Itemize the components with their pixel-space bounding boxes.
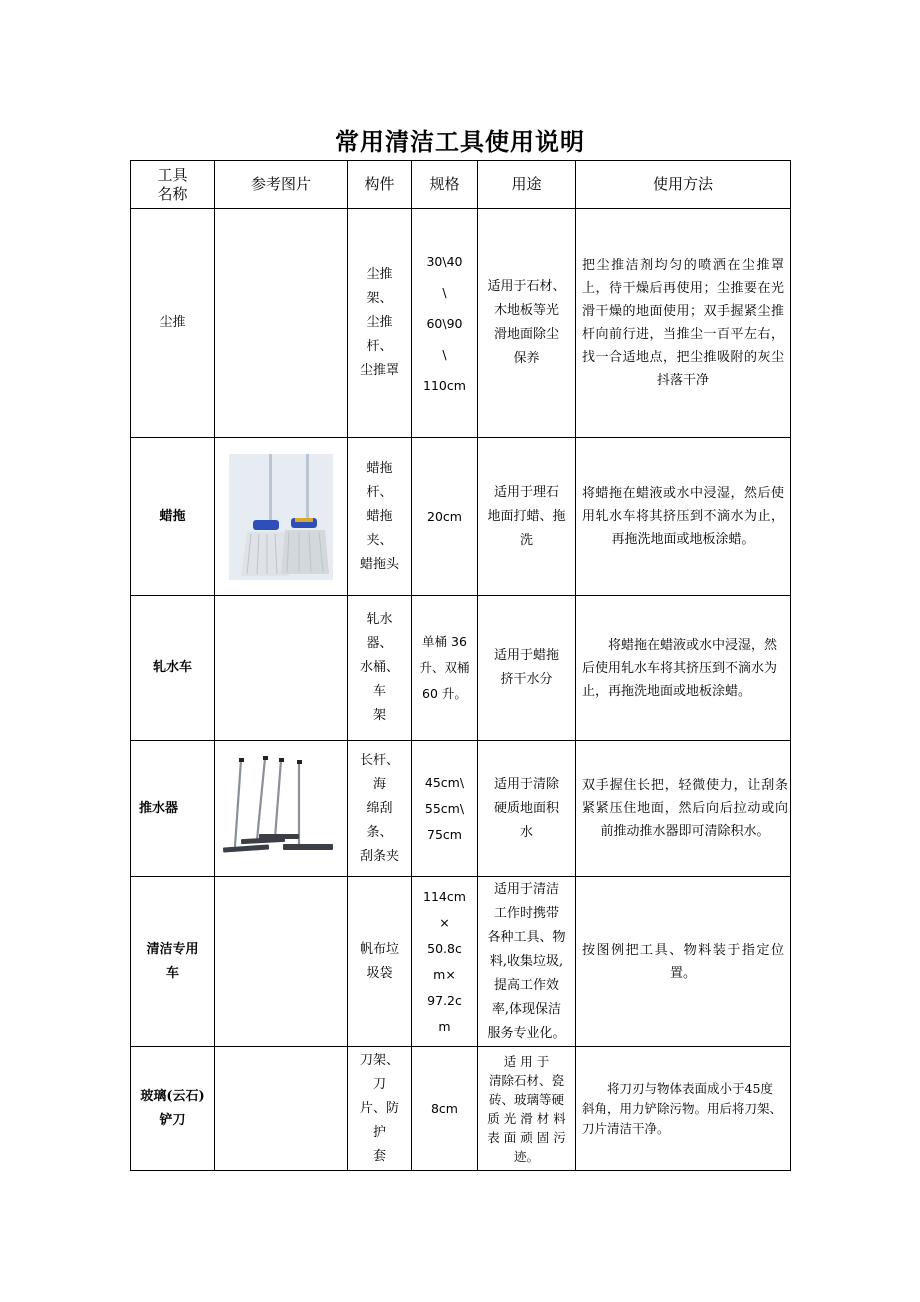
tool-parts: 轧水器、 水桶、车 架 xyxy=(348,596,412,741)
tool-method: 将蜡拖在蜡液或水中浸湿，然后使用轧水车将其挤压到不滴水为止，再拖洗地面或地板涂蜡。 xyxy=(576,596,791,741)
squeegee-image xyxy=(223,754,339,864)
tool-name: 玻璃(云石) 铲刀 xyxy=(131,1047,215,1171)
reference-image-cell xyxy=(215,596,348,741)
tool-name: 清洁专用 车 xyxy=(131,877,215,1047)
tool-usage: 适用于理石 地面打蜡、拖 洗 xyxy=(478,438,576,596)
tool-usage: 适用于清洁 工作时携带 各种工具、物 料,收集垃圾, 提高工作效 率,体现保洁 服务专业化。 xyxy=(478,877,576,1047)
wax-mop-image xyxy=(229,454,333,580)
tool-method: 把尘推洁剂均匀的喷洒在尘推罩上，待干燥后再使用；尘推要在光滑干燥的地面使用；双手握紧尘推杆向前行进，当推尘一百平左右，找一合适地点，把尘推吸附的灰尘抖落干净 xyxy=(576,209,791,438)
tool-name: 推水器 xyxy=(131,741,215,877)
tool-parts: 帆布垃 圾袋 xyxy=(348,877,412,1047)
tools-table xyxy=(130,160,791,1171)
tool-usage: 适用于蜡拖 挤干水分 xyxy=(478,596,576,741)
tool-spec: 8cm xyxy=(412,1047,478,1171)
tool-spec: 单桶 36 升、双桶 60 升。 xyxy=(412,596,478,741)
reference-image-cell xyxy=(215,877,348,1047)
tool-spec: 20cm xyxy=(412,438,478,596)
tool-method: 将刀刃与物体表面成小于45度斜角，用力铲除污物。用后将刀架、刀片清洁干净。 xyxy=(576,1047,791,1171)
header-method: 使用方法 xyxy=(576,161,791,209)
tool-parts: 长杆、海 绵刮条、 刮条夹 xyxy=(348,741,412,877)
table-row xyxy=(131,596,791,741)
reference-image-cell xyxy=(215,438,348,596)
tool-name: 蜡拖 xyxy=(131,438,215,596)
tool-usage: 适用于清除 硬质地面积 水 xyxy=(478,741,576,877)
page-title: 常用清洁工具使用说明 xyxy=(335,127,585,156)
tool-method: 将蜡拖在蜡液或水中浸湿，然后使用轧水车将其挤压到不滴水为止，再拖洗地面或地板涂蜡。 xyxy=(576,438,791,596)
table-row xyxy=(131,877,791,1047)
table-row xyxy=(131,209,791,438)
tool-name: 轧水车 xyxy=(131,596,215,741)
header-spec: 规格 xyxy=(412,161,478,209)
tool-usage: 适 用 于 清除石材、瓷 砖、玻璃等硬 质 光 滑 材 料 表 面 顽 固 污 迹。 xyxy=(478,1047,576,1171)
header-name: 工具 名称 xyxy=(131,161,215,209)
table-header-row xyxy=(131,161,791,209)
tool-usage: 适用于石材、 木地板等光 滑地面除尘 保养 xyxy=(478,209,576,438)
tool-spec: 45cm\ 55cm\ 75cm xyxy=(412,741,478,877)
tool-parts: 尘推架、 尘推杆、 尘推罩 xyxy=(348,209,412,438)
tool-parts: 刀架、刀 片、防护 套 xyxy=(348,1047,412,1171)
header-usage: 用途 xyxy=(478,161,576,209)
tool-name: 尘推 xyxy=(131,209,215,438)
tool-parts: 蜡拖杆、 蜡拖夹、 蜡拖头 xyxy=(348,438,412,596)
reference-image-cell xyxy=(215,209,348,438)
tool-spec: 114cm × 50.8c m× 97.2c m xyxy=(412,877,478,1047)
header-parts: 构件 xyxy=(348,161,412,209)
table-row xyxy=(131,438,791,596)
reference-image-cell xyxy=(215,741,348,877)
reference-image-cell xyxy=(215,1047,348,1171)
tool-method: 按图例把工具、物料装于指定位置。 xyxy=(576,877,791,1047)
tool-spec: 30\40 \ 60\90 \ 110cm xyxy=(412,209,478,438)
table-row xyxy=(131,741,791,877)
table-row xyxy=(131,1047,791,1171)
header-image: 参考图片 xyxy=(215,161,348,209)
tool-method: 双手握住长把，轻微使力，让刮条紧紧压住地面，然后向后拉动或向前推动推水器即可清除积水。 xyxy=(576,741,791,877)
